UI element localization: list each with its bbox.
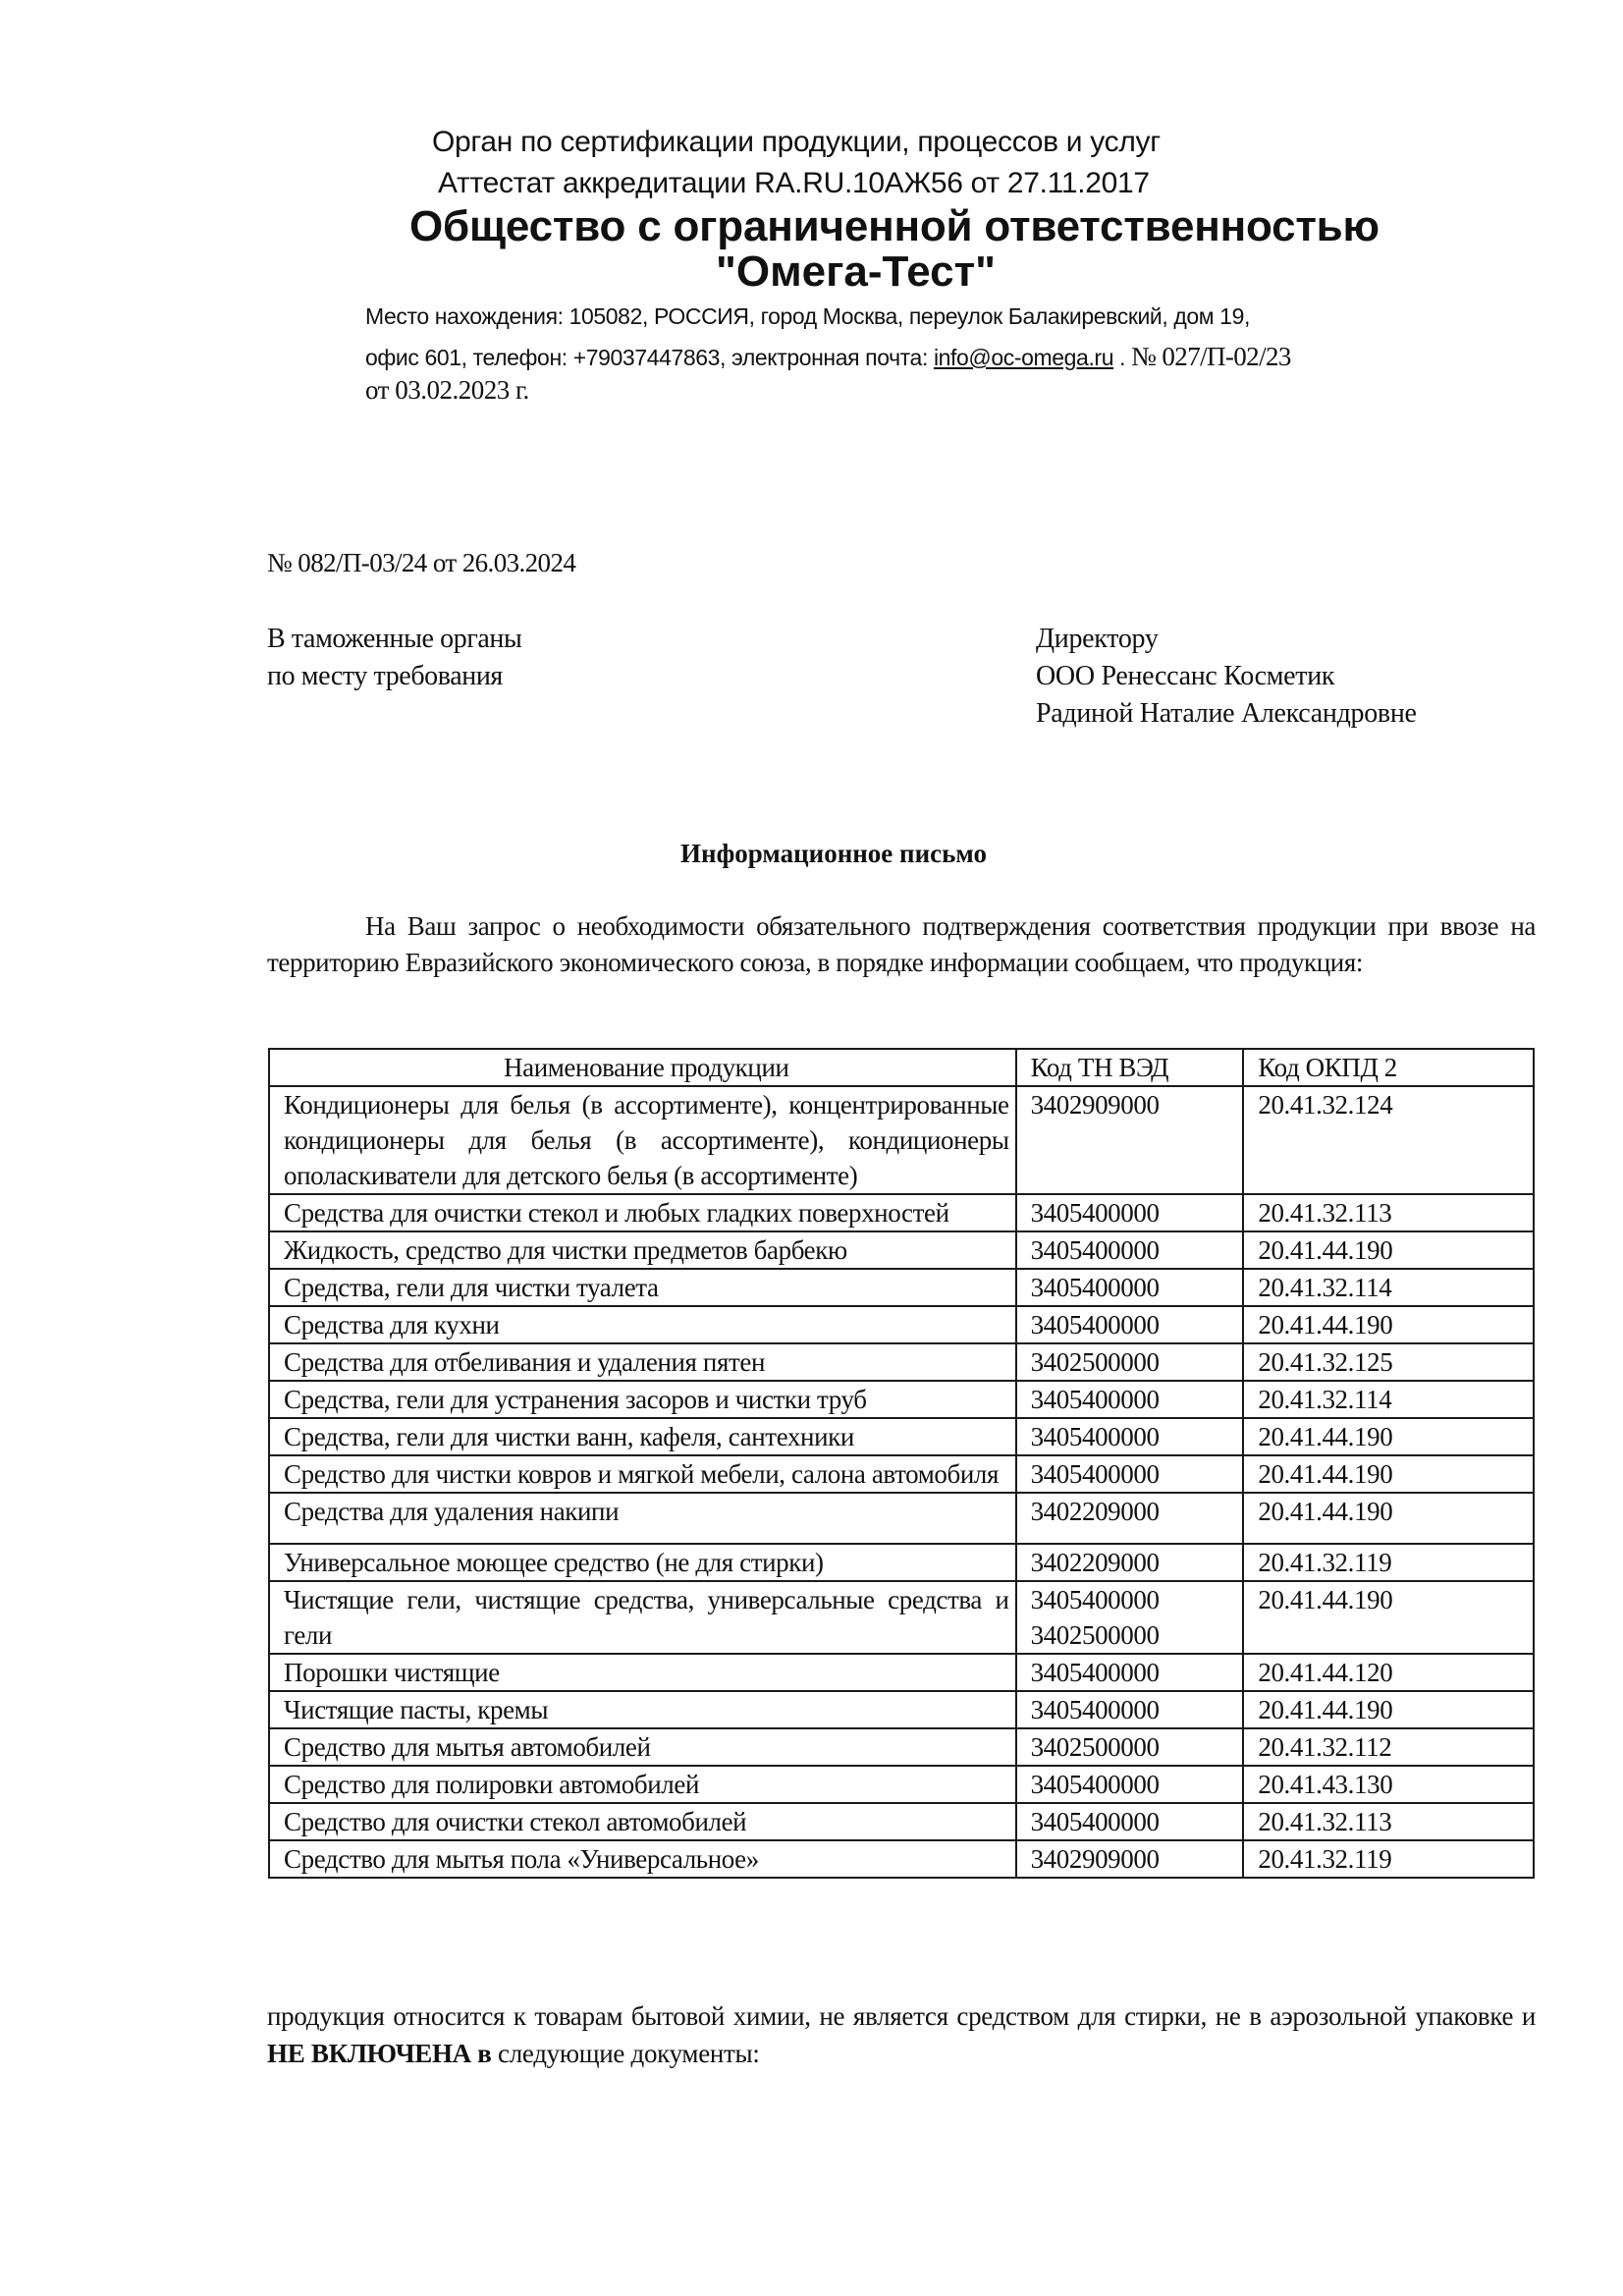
table-row bbox=[269, 1418, 1534, 1455]
table-row bbox=[269, 1803, 1534, 1840]
product-name-cell: Средства для удаления накипи bbox=[269, 1493, 1016, 1544]
okpd-code-cell: 20.41.43.130 bbox=[1243, 1766, 1534, 1803]
product-table bbox=[268, 1048, 1535, 1879]
tnved-code: 3405400000 bbox=[1030, 1658, 1160, 1687]
tnved-code-cell bbox=[1016, 1766, 1244, 1803]
tnved-code: 3402500000 bbox=[1030, 1620, 1160, 1650]
tnved-code-cell bbox=[1016, 1493, 1244, 1544]
product-name-cell: Средства, гели для чистки ванн, кафеля, сантехники bbox=[269, 1418, 1016, 1455]
table-row bbox=[269, 1493, 1534, 1544]
certification-body-title: Орган по сертификации продукции, процессов и услуг bbox=[432, 126, 1161, 158]
product-name-cell: Чистящие пасты, кремы bbox=[269, 1691, 1016, 1728]
okpd-code-cell: 20.41.32.114 bbox=[1243, 1269, 1534, 1306]
product-name-cell: Средства, гели для устранения засоров и чистки труб bbox=[269, 1381, 1016, 1418]
tnved-code: 3402209000 bbox=[1030, 1548, 1160, 1577]
okpd-code-cell: 20.41.32.124 bbox=[1243, 1086, 1534, 1194]
okpd-code-cell: 20.41.32.113 bbox=[1243, 1194, 1534, 1231]
table-body bbox=[269, 1086, 1534, 1878]
recipient-line: по месту требования bbox=[267, 661, 503, 691]
product-name-cell: Средство для полировки автомобилей bbox=[269, 1766, 1016, 1803]
tnved-code-cell bbox=[1016, 1086, 1244, 1194]
recipient-line: ООО Ренессанс Косметик bbox=[1036, 661, 1335, 691]
tnved-code: 3405400000 bbox=[1030, 1198, 1160, 1228]
tnved-code-cell bbox=[1016, 1840, 1244, 1878]
okpd-code-cell: 20.41.44.190 bbox=[1243, 1691, 1534, 1728]
table-row bbox=[269, 1728, 1534, 1766]
tnved-code-cell bbox=[1016, 1306, 1244, 1343]
conclusion-tail: следующие документы: bbox=[491, 2039, 760, 2068]
email-link[interactable]: info@oc-omega.ru bbox=[933, 345, 1114, 370]
product-name-cell: Чистящие гели, чистящие средства, универсальные средства и гели bbox=[269, 1581, 1016, 1654]
table-row bbox=[269, 1381, 1534, 1418]
product-name-cell: Средства, гели для чистки туалета bbox=[269, 1269, 1016, 1306]
okpd-code-cell: 20.41.32.119 bbox=[1243, 1840, 1534, 1878]
tnved-code: 3405400000 bbox=[1030, 1585, 1160, 1614]
okpd-code-cell: 20.41.44.190 bbox=[1243, 1581, 1534, 1654]
tnved-code: 3405400000 bbox=[1030, 1770, 1160, 1799]
recipient-line: Директору bbox=[1036, 624, 1159, 654]
company-address: Место нахождения: 105082, РОССИЯ, город Москва, переулок Балакиревский, дом 19, bbox=[365, 303, 1250, 329]
table-row bbox=[269, 1455, 1534, 1493]
conclusion-paragraph bbox=[267, 1997, 1536, 2072]
tnved-code: 3405400000 bbox=[1030, 1459, 1160, 1489]
tnved-code: 3405400000 bbox=[1030, 1695, 1160, 1724]
product-name-cell: Средства для кухни bbox=[269, 1306, 1016, 1343]
tnved-code-cell bbox=[1016, 1654, 1244, 1691]
tnved-code: 3405400000 bbox=[1030, 1273, 1160, 1302]
tnved-code: 3405400000 bbox=[1030, 1235, 1160, 1265]
header-product-name: Наименование продукции bbox=[269, 1049, 1016, 1086]
table-row bbox=[269, 1231, 1534, 1269]
tnved-code-cell bbox=[1016, 1544, 1244, 1581]
okpd-code-cell: 20.41.32.114 bbox=[1243, 1381, 1534, 1418]
accreditation-certificate: Аттестат аккредитации RA.RU.10АЖ56 от 27.11.2017 bbox=[438, 167, 1150, 199]
tnved-code-cell bbox=[1016, 1728, 1244, 1766]
outgoing-number: № 082/П-03/24 от 26.03.2024 bbox=[267, 548, 576, 577]
header-tnved-code: Код ТН ВЭД bbox=[1016, 1049, 1244, 1086]
tnved-code: 3402500000 bbox=[1030, 1732, 1160, 1762]
table-row bbox=[269, 1544, 1534, 1581]
intro-paragraph bbox=[267, 908, 1536, 981]
product-name-cell: Кондиционеры для белья (в ассортименте), концентрированные кондиционеры для белья (в ассортименте), кондиционеры ополаскиватели для детского белья (в ассортименте) bbox=[269, 1086, 1016, 1194]
product-name-cell: Порошки чистящие bbox=[269, 1654, 1016, 1691]
okpd-code-cell: 20.41.32.112 bbox=[1243, 1728, 1534, 1766]
tnved-code-cell bbox=[1016, 1269, 1244, 1306]
tnved-code: 3405400000 bbox=[1030, 1310, 1160, 1339]
okpd-code-cell: 20.41.44.190 bbox=[1243, 1493, 1534, 1544]
letter-title: Информационное письмо bbox=[680, 839, 987, 868]
table-row bbox=[269, 1343, 1534, 1381]
okpd-code-cell: 20.41.44.120 bbox=[1243, 1654, 1534, 1691]
product-name-cell: Средства для отбеливания и удаления пятен bbox=[269, 1343, 1016, 1381]
okpd-code-cell: 20.41.44.190 bbox=[1243, 1306, 1534, 1343]
product-name-cell: Средства для очистки стекол и любых гладких поверхностей bbox=[269, 1194, 1016, 1231]
intro-text: На Ваш запрос о необходимости обязательного подтверждения соответствия продукции при ввозе на территорию Евразийского экономического союза, в порядке информации сообщаем, что продукция: bbox=[267, 911, 1536, 977]
tnved-code: 3405400000 bbox=[1030, 1807, 1160, 1836]
okpd-code-cell: 20.41.44.190 bbox=[1243, 1418, 1534, 1455]
table-row bbox=[269, 1269, 1534, 1306]
tnved-code-cell bbox=[1016, 1691, 1244, 1728]
tnved-code-cell bbox=[1016, 1455, 1244, 1493]
contacts-text: офис 601, телефон: +79037447863, электронная почта: bbox=[365, 345, 934, 370]
tnved-code-cell bbox=[1016, 1418, 1244, 1455]
product-name-cell: Средство для очистки стекол автомобилей bbox=[269, 1803, 1016, 1840]
recipient-director bbox=[1036, 621, 1417, 733]
table-row bbox=[269, 1306, 1534, 1343]
header-okpd-code: Код ОКПД 2 bbox=[1243, 1049, 1534, 1086]
separator: . bbox=[1113, 345, 1132, 370]
recipient-line: В таможенные органы bbox=[267, 624, 522, 654]
conclusion-text: продукция относится к товарам бытовой химии, не является средством для стирки, не в аэрозольной упаковке и bbox=[267, 2001, 1536, 2031]
product-name-cell: Средство для чистки ковров и мягкой мебели, салона автомобиля bbox=[269, 1455, 1016, 1493]
tnved-code-cell bbox=[1016, 1343, 1244, 1381]
registration-date: от 03.02.2023 г. bbox=[365, 375, 529, 405]
company-contacts bbox=[365, 342, 1291, 372]
okpd-code-cell: 20.41.44.190 bbox=[1243, 1455, 1534, 1493]
okpd-code-cell: 20.41.32.113 bbox=[1243, 1803, 1534, 1840]
table-row bbox=[269, 1766, 1534, 1803]
conclusion-emphasis: НЕ ВКЛЮЧЕНА в bbox=[267, 2039, 492, 2068]
tnved-code-cell bbox=[1016, 1581, 1244, 1654]
product-name-cell: Средство для мытья пола «Универсальное» bbox=[269, 1840, 1016, 1878]
okpd-code-cell: 20.41.32.125 bbox=[1243, 1343, 1534, 1381]
tnved-code-cell bbox=[1016, 1381, 1244, 1418]
table-row bbox=[269, 1086, 1534, 1194]
okpd-code-cell: 20.41.32.119 bbox=[1243, 1544, 1534, 1581]
product-name-cell: Средство для мытья автомобилей bbox=[269, 1728, 1016, 1766]
tnved-code: 3402500000 bbox=[1030, 1347, 1160, 1377]
okpd-code-cell: 20.41.44.190 bbox=[1243, 1231, 1534, 1269]
table-row bbox=[269, 1581, 1534, 1654]
tnved-code-cell bbox=[1016, 1194, 1244, 1231]
product-name-cell: Универсальное моющее средство (не для стирки) bbox=[269, 1544, 1016, 1581]
tnved-code: 3405400000 bbox=[1030, 1422, 1160, 1451]
recipient-line: Радиной Наталие Александровне bbox=[1036, 698, 1417, 729]
company-brand: "Омега-Тест" bbox=[715, 247, 996, 296]
tnved-code: 3402209000 bbox=[1030, 1497, 1160, 1526]
table-row bbox=[269, 1691, 1534, 1728]
product-name-cell: Жидкость, средство для чистки предметов барбекю bbox=[269, 1231, 1016, 1269]
tnved-code-cell bbox=[1016, 1231, 1244, 1269]
recipient-customs bbox=[267, 621, 521, 695]
tnved-code: 3402909000 bbox=[1030, 1844, 1160, 1874]
tnved-code-cell bbox=[1016, 1803, 1244, 1840]
table-row bbox=[269, 1840, 1534, 1878]
tnved-code: 3402909000 bbox=[1030, 1090, 1160, 1120]
table-row bbox=[269, 1654, 1534, 1691]
table-header-row bbox=[269, 1049, 1534, 1086]
registration-number: № 027/П-02/23 bbox=[1131, 342, 1291, 371]
company-name: Общество с ограниченной ответственностью bbox=[409, 202, 1380, 250]
tnved-code: 3405400000 bbox=[1030, 1385, 1160, 1414]
table-row bbox=[269, 1194, 1534, 1231]
